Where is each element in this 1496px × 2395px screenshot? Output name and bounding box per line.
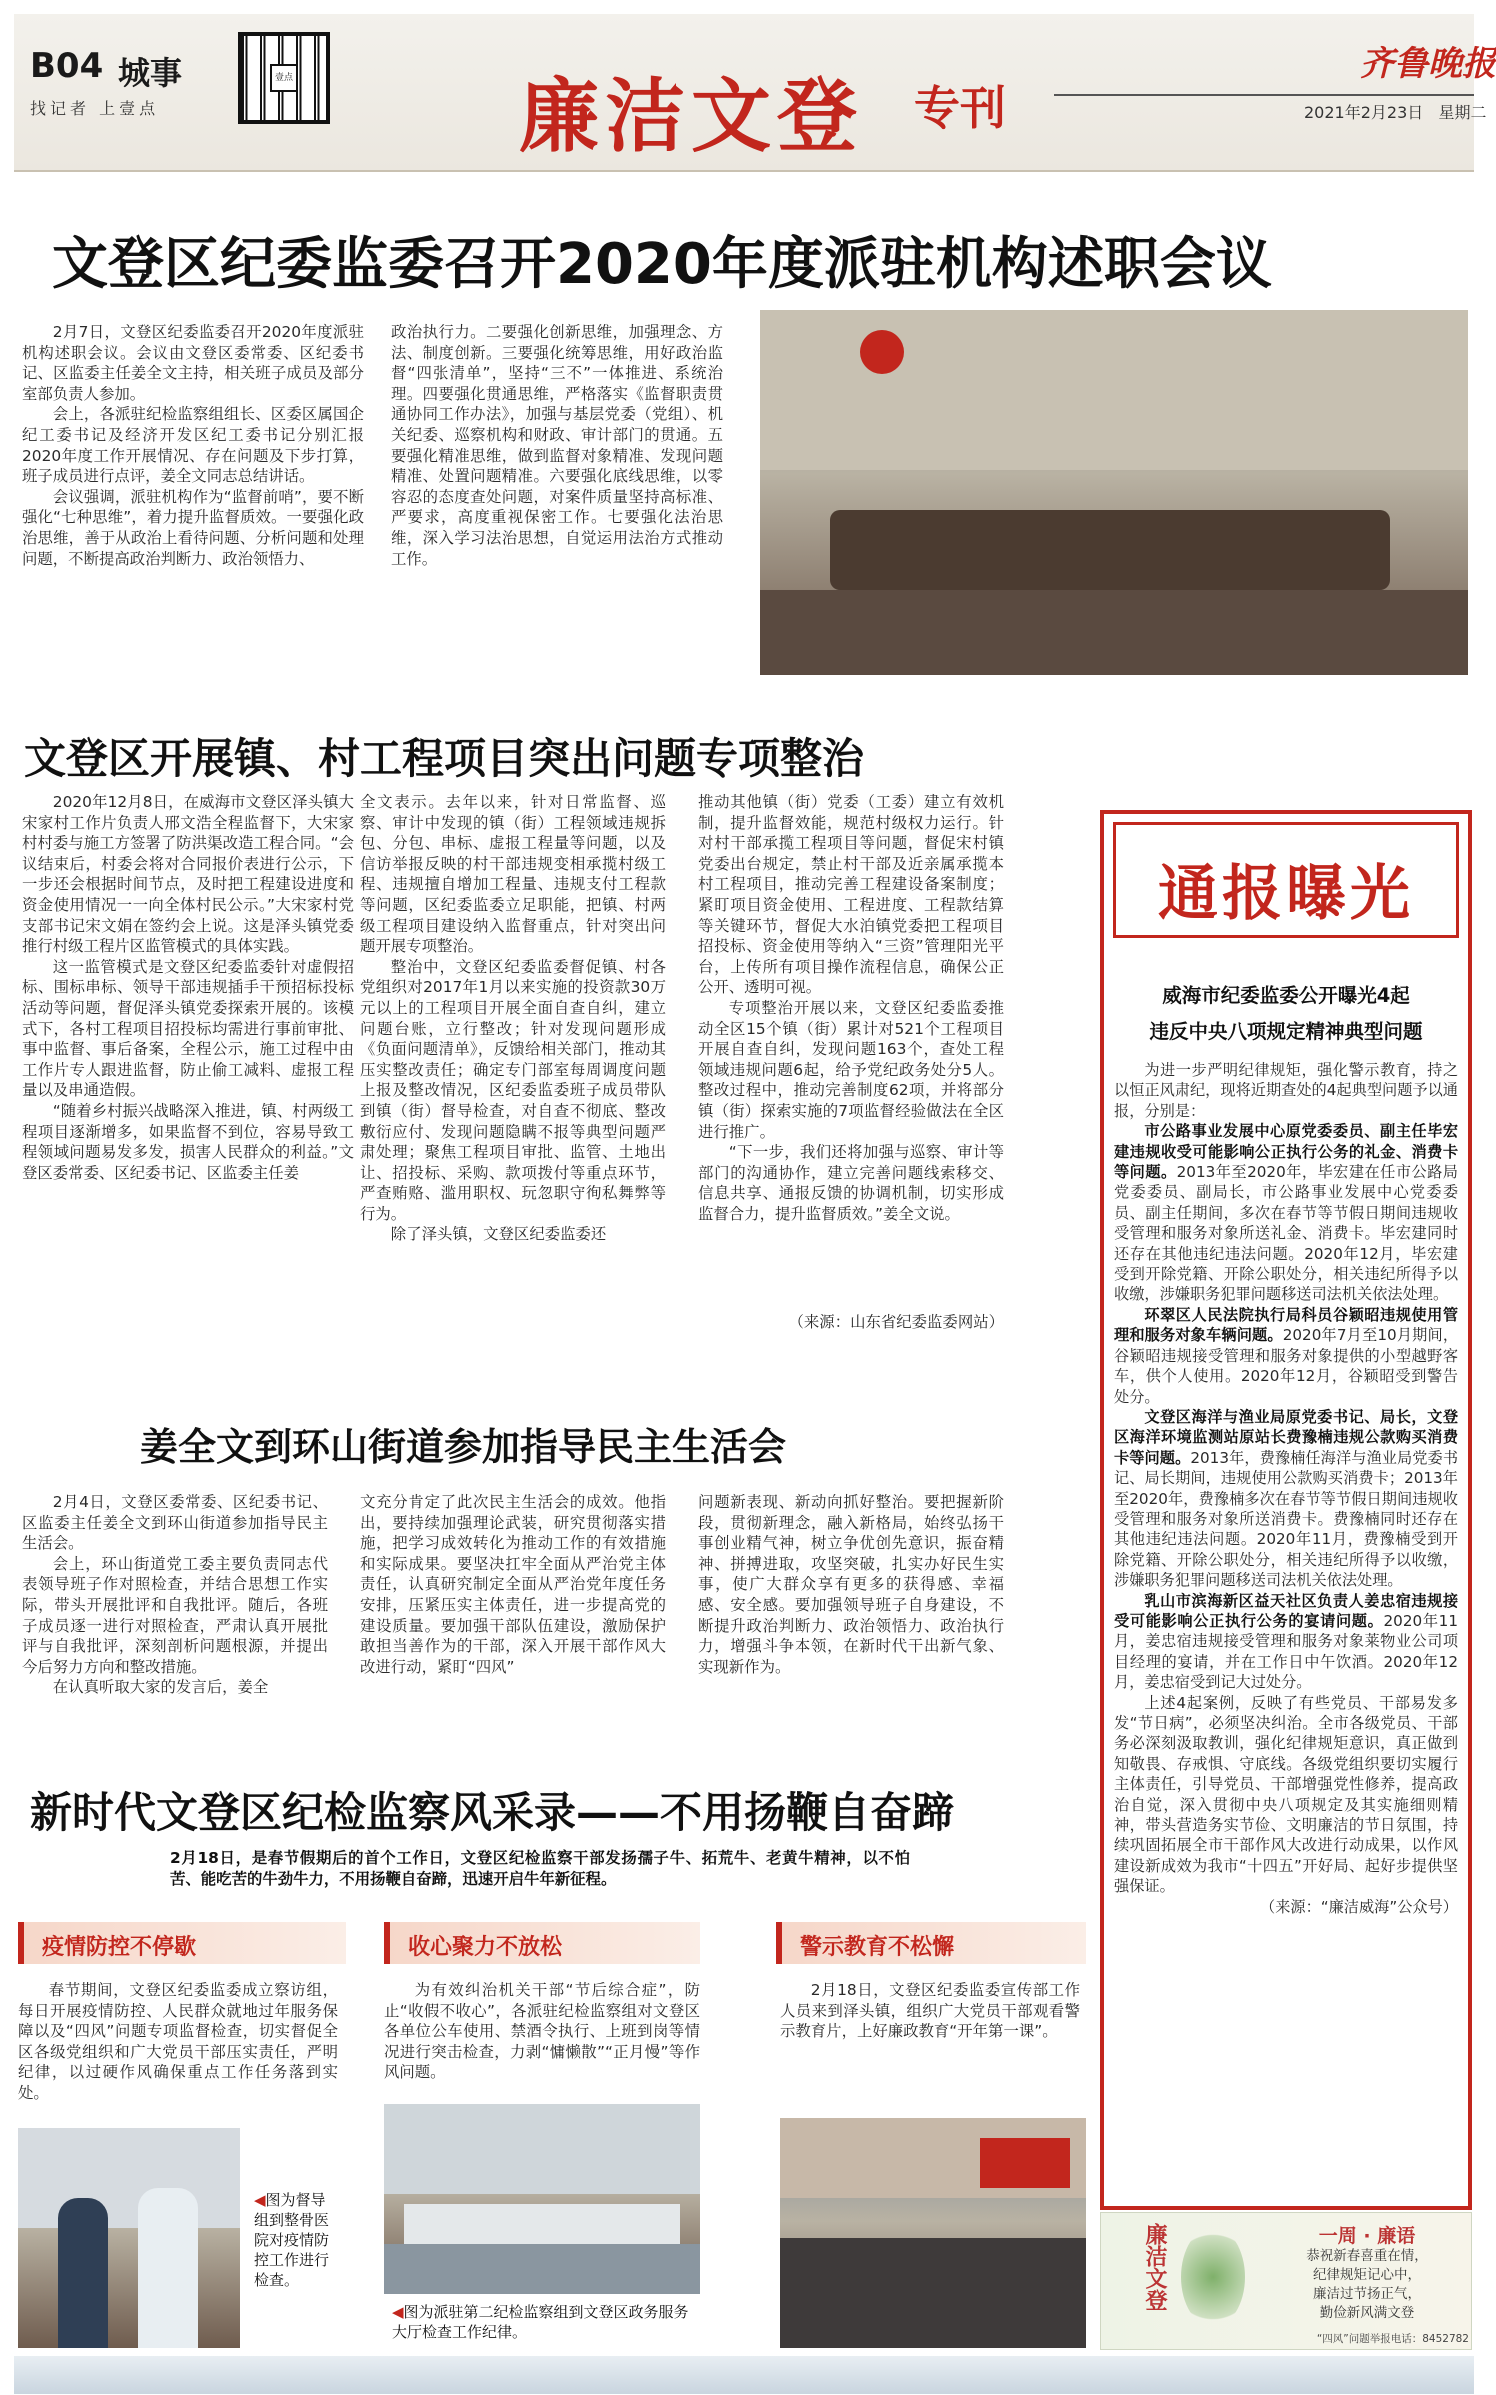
case-1-text: 2013年至2020年，毕宏建在任市公路局党委委员、副局长，市公路事业发展中心党委委员、副主任期间，多次在春节等节假日期间违规收受管理和服务对象所送礼金、消费卡。毕宏建同时还存在其他违纪违法问题。2020年12月，毕宏建受到开除党籍、开除公职处分，相关违纪所得予以收缴，涉嫌职务犯罪问题移送司法机关依法处理。 [1114,1163,1458,1304]
article2-col2-p2: 整治中，文登区纪委监委督促镇、村各党组织对2017年1月以来实施的投资款30万元以上的工程项目开展全面自查自纠，建立问题台账，立行整改；针对发现问题形成《负面问题清单》，反馈给相关部门，推动其压实整改责任；确定专门部室每周调度问题上报及整改情况，区纪委监委班子成员带队到镇（街）督导检查，对自查不彻底、整改敷衍应付、发现问题隐瞒不报等典型问题严肃处理；聚焦工程项目审批、监管、土地出让、招投标、采购、款项拨付等重点环节，严查贿赂、滥用职权、玩忽职守徇私舞弊等行为。 [360,957,666,1223]
sidebar-conclusion: 上述4起案例，反映了有些党员、干部易发多发“节日病”，必须坚决纠治。全市各级党员、干部务必深刻汲取教训，强化纪律规矩意识，真正做到知敬畏、存戒惧、守底线。各级党组织要切实履行主体责任，引导党员、干部增强党性修养，提高政治自觉，深入贯彻中央八项规定及其实施细则精神，带头营造务实节俭、文明廉洁的节日氛围，持续巩固拓展全市干部作风大改进行动成果，以作风建设新成效为我市“十四五”开好局、起好步提供坚强保证。 [1114,1693,1458,1896]
header-rule [1054,94,1474,96]
weekday-text: 星期二 [1438,103,1487,122]
tab2-photo [384,2104,700,2294]
article1-col1 [22,322,364,662]
article2-col3-p3: “下一步，我们还将加强与巡察、审计等部门的沟通协作，建立完善问题线索移交、信息共享、通报反馈的协调机制，切实形成监督合力，提升监督质效。”姜全文说。 [698,1143,1004,1223]
exposure-header: 通报曝光 [1158,859,1414,929]
article1-col2-p1: 政治执行力。二要强化创新思维，加强理念、方法、制度创新。三要强化统筹思维，用好政治监督“四张清单”，坚持“三不”一体推进、系统治理。四要强化贯通思维，严格落实《监督职责贯通协同工作办法》，加强与基层党委（党组）、机关纪委、巡察机构和财政、审计部门的贯通。五要强化精准思维，做到监督对象精准、发现问题精准、处置问题精准。六要强化底线思维，以零容忍的态度查处问题，对案件质量坚持高标准、严要求，高度重视保密工作。七要强化法治思维，深入学习法治思想，自觉运用法治方式推动工作。 [391,323,723,568]
article2-col2-p3: 除了泽头镇，文登区纪委监委还 [390,1225,607,1244]
article2-col3 [698,792,1004,1308]
tab2-caption-text: 图为派驻第二纪检监察组到文登区政务服务大厅检查工作纪律。 [392,2303,689,2341]
tab1-text [18,1980,338,2104]
article1-title: 文登区纪委监委召开2020年度派驻机构述职会议 [52,232,1272,297]
tab3-text [780,1980,1080,2104]
article3-col1-p2: 会上，环山街道党工委主要负责同志代表领导班子作对照检查，并结合思想工作实际，带头开展批评和自我批评。随后，各班子成员逐一进行对照检查，严肃认真开展批评与自我批评，深刻剖析问题根源，并提出今后努力方向和整改措施。 [22,1554,328,1676]
sidebar-body [1114,1060,1458,2182]
promo-line-3: 廉洁过节扬正气， [1313,2286,1421,2302]
article4-lead: 2月18日，是春节假期后的首个工作日，文登区纪检监察干部发扬孺子牛、拓荒牛、老黄牛精神，以不怕苦、能吃苦的牛劲牛力，不用扬鞭自奋蹄，迅速开启牛年新征程。 [170,1849,910,1888]
tab1-caption [254,2190,334,2350]
weekly-quote-promo [1100,2212,1472,2350]
article4-title: 新时代文登区纪检监察风采录——不用扬鞭自奋蹄 [30,1788,955,1837]
meeting-photo [760,310,1468,675]
sidebar-intro: 为进一步严明纪律规矩，强化警示教育，持之以恒正风肃纪，现将近期查处的4起典型问题予以通报，分别是： [1114,1061,1458,1120]
promo-heading: 一周 · 廉语 [1318,2225,1416,2247]
article2-col1-p2: 这一监管模式是文登区纪委监委针对虚假招标、围标串标、领导干部违规插手干预招标投标活动等问题，督促泽头镇党委探索开展的。该模式下，各村工程项目招投标均需进行事前审批、事中监督、事后备案，全程公示，施工过程中由工作片专人跟进监督，防止偷工减料、虚报工程量以及串通造假。 [22,957,354,1100]
date-text: 2021年2月23日 [1304,103,1424,122]
footer-decoration [14,2356,1474,2394]
tab-epidemic-control-label: 疫情防控不停歇 [42,1935,197,1960]
article2-title: 文登区开展镇、村工程项目突出问题专项整治 [24,734,865,783]
caption-arrow-icon-2: ◀ [392,2303,404,2321]
caption-arrow-icon: ◀ [254,2191,266,2209]
slogan: 找记者 上壹点 [30,99,160,118]
article3-col1 [22,1492,328,1738]
sidebar-case-1 [1114,1121,1458,1305]
leaf-icon [1181,2227,1245,2327]
article3-col3 [698,1492,1004,1738]
tab-focus-label: 收心聚力不放松 [408,1935,563,1960]
case-4-text: 2020年11月，姜忠宿违规接受管理和服务对象莱物业公司项目经理的宴请，并在工作日中午饮酒。2020年12月，姜忠宿受到记大过处分。 [1114,1611,1458,1692]
tab2-text [384,1980,700,2104]
tab3-paragraph: 2月18日，文登区纪委监委宣传部工作人员来到泽头镇，组织广大党员干部观看警示教育片，上好廉政教育“开年第一课”。 [780,1981,1080,2041]
article2-col2 [360,792,666,1330]
sidebar-case-3 [1114,1407,1458,1591]
article1-col2 [391,322,723,662]
article3-col3-p1: 问题新表现、新动向抓好整治。要把握新阶段，贯彻新理念，融入新格局，始终弘扬干事创业精气神，树立争优创先意识，振奋精神、拼搏进取，攻坚突破，扎实办好民生实事，使广大群众享有更多的获得感、幸福感、安全感。要加强领导班子自身建设，不断提升政治判断力、政治领悟力、政治执行力，增强斗争本领，在新时代干出新气象、实现新作为。 [698,1493,1004,1676]
case-4-title: 乳山市滨海新区益天社区负责人姜忠宿违规接受可能影响公正执行公务的宴请问题。 [1114,1591,1458,1630]
case-2-title: 环翠区人民法院执行局科员谷颖昭违规使用管理和服务对象车辆问题。 [1114,1305,1458,1345]
sidebar-title-line1: 威海市纪委监委公开曝光4起 [1162,984,1410,1007]
article1-col1-p2: 会上，各派驻纪检监察组组长、区委区属国企纪工委书记及经济开发区纪工委书记分别汇报2020年度工作开展情况、存在问题及下步打算，班子成员进行点评，姜全文同志总结讲话。 [22,405,364,486]
promo-hotline: “四风”问题举报电话：8452782 [1316,2333,1469,2345]
masthead [14,14,1496,172]
article2-source: （来源：山东省纪委监委网站） [788,1313,1004,1331]
page-code: B04 [30,46,104,86]
paper-name: 齐鲁晚报 [1360,44,1496,84]
article2-col3-p1: 推动其他镇（街）党委（工委）建立有效机制，提升监督效能，规范村级权力运行。针对村干部承揽工程项目等问题，督促宋村镇党委出台规定，禁止村干部及近亲属承揽本村工程项目，推动完善工程建设备案制度；紧盯项目资金使用、工程进度、工程款结算等关键环节，督促大水泊镇党委把工程项目招投标、资金使用等纳入“三资”管理阳光平台，上传所有项目操作流程信息，确保公正公开、透明可视。 [698,793,1004,997]
article2-col1 [22,792,354,1330]
article2-col1-p1: 2020年12月8日，在威海市文登区泽头镇大宋家村工作片负责人邢文浩全程监督下，大宋家村村委与施工方签署了防洪渠改造工程合同。“会议结束后，村委会将对合同报价表进行公示，下一步还会根据时间节点，及时把工程建设进度和资金使用情况一一向全体村民公示。”大宋家村党支部书记宋文娟在签约会上说。这是泽头镇党委推行村级工程片区监管模式的具体实践。 [22,793,354,956]
tab1-paragraph: 春节期间，文登区纪委监委成立察访组，每日开展疫情防控、人民群众就地过年服务保障以及“四风”问题专项监督检查，切实督促全区各级党组织和广大党员干部压实责任，严明纪律，以过硬作风确保重点工作任务落到实处。 [18,1981,338,2102]
case-2-text: 2020年7月至10月期间，谷颖昭违规接受管理和服务对象提供的小型越野客车，供个人使用。2020年12月，谷颖昭受到警告处分。 [1114,1326,1459,1406]
tab2-paragraph: 为有效纠治机关干部“节后综合症”，防止“收假不收心”，各派驻纪检监察组对文登区各单位公车使用、禁酒令执行、上班到岗等情况进行突击检查，力剥“慵懒散”“正月慢”等作风问题。 [384,1981,700,2082]
qr-code-label: 壹点 [270,64,298,92]
sidebar-title-line2: 违反中央八项规定精神典型问题 [1149,1020,1423,1043]
article1-col1-p3: 会议强调，派驻机构作为“监督前哨”，要不断强化“七种思维”，着力提升监督质效。一要强化政治思维，善于从政治上看待问题、分析问题和处理问题，不断提高政治判断力、政治领悟力、 [22,487,364,568]
sidebar-source: （来源：“廉洁威海”公众号） [1260,1897,1458,1916]
case-3-title: 文登区海洋与渔业局原党委书记、局长，文登区海洋环境监测站原站长费豫楠违规公款购买消费卡等问题。 [1114,1407,1458,1467]
issue-date [1304,100,1487,123]
banner-subtitle: 专刊 [914,81,1006,135]
case-3-text: 2013年，费豫楠任海洋与渔业局党委书记、局长期间，违规使用公款购买消费卡；2013年至2020年，费豫楠多次在春节等节假日期间违规收受管理和服务对象所送消费卡。费豫楠同时还存在其他违纪违法问题。2020年11月，费豫楠受到开除党籍、开除公职处分，相关违纪所得予以收缴，涉嫌职务犯罪问题移送司法机关依法处理。 [1114,1448,1459,1590]
tab-warning-education-label: 警示教育不松懈 [800,1935,955,1960]
sidebar-case-2 [1114,1305,1458,1407]
tab2-caption [392,2302,698,2346]
sidebar-case-4 [1114,1591,1458,1693]
promo-lines [1269,2247,1465,2323]
promo-left-title: 廉洁文登 [1142,2223,1168,2311]
promo-line-1: 恭祝新春喜重在情， [1306,2248,1428,2264]
promo-line-2: 纪律规矩记心中， [1313,2267,1421,2283]
tab1-caption-text: 图为督导组到整骨医院对疫情防控工作进行检查。 [254,2191,330,2289]
article3-col2-p1: 文充分肯定了此次民主生活会的成效。他指出，要持续加强理论武装，研究贯彻落实措施，把学习成效转化为推动工作的有效措施和实际成果。要坚决扛牢全面从严治党主体责任，认真研究制定全面从严治党年度任务安排，压紧压实主体责任，进一步提高党的建设质量。要加强干部队伍建设，激励保护敢担当善作为的干部，深入开展干部作风大改进行动，紧盯“四风” [360,1493,666,1676]
section-name: 城事 [118,54,183,92]
tab3-photo [780,2118,1086,2348]
article3-col1-p1: 2月4日，文登区委常委、区纪委书记、区监委主任姜全文到环山街道参加指导民主生活会。 [22,1493,328,1553]
article3-col2 [360,1492,666,1738]
banner-title: 廉洁文登 [519,69,863,163]
article3-title: 姜全文到环山街道参加指导民主生活会 [140,1425,787,1469]
promo-line-4: 勤俭新风满文登 [1319,2305,1415,2321]
article3-col1-p3: 在认真听取大家的发言后，姜全 [52,1678,269,1697]
case-1-title: 市公路事业发展中心原党委委员、副主任毕宏建违规收受可能影响公正执行公务的礼金、消费卡等问题。 [1114,1122,1458,1182]
tab1-photo [18,2128,240,2348]
article2-col3-p2: 专项整治开展以来，文登区纪委监委推动全区15个镇（街）累计对521个工程项目开展自查自纠，发现问题163个，查处工程领域违规问题6起，给予党纪政务处分5人。整改过程中，推动完善制度62项，并将部分镇（街）探索实施的7项监督经验做法在全区进行推广。 [698,998,1004,1141]
article2-col1-p3: “随着乡村振兴战略深入推进，镇、村两级工程项目逐渐增多，如果监督不到位，容易导致工程领域问题易发多发，损害人民群众的利益。”文登区委常委、区纪委书记、区监委主任姜 [22,1101,354,1182]
article2-col2-p1: 全文表示。去年以来，针对日常监督、巡察、审计中发现的镇（街）工程领域违规拆包、分包、串标、虚报工程量等问题，以及信访举报反映的村干部违规变相承揽村级工程、违规擅自增加工程量、违规支付工程款等问题，区纪委监委立足职能，把镇、村两级工程项目建设纳入监督重点，针对突出问题开展专项整治。 [360,793,666,956]
article1-col1-p1: 2月7日，文登区纪委监委召开2020年度派驻机构述职会议。会议由文登区委常委、区纪委书记、区监委主任姜全文主持，相关班子成员及部分室部负责人参加。 [22,323,364,403]
